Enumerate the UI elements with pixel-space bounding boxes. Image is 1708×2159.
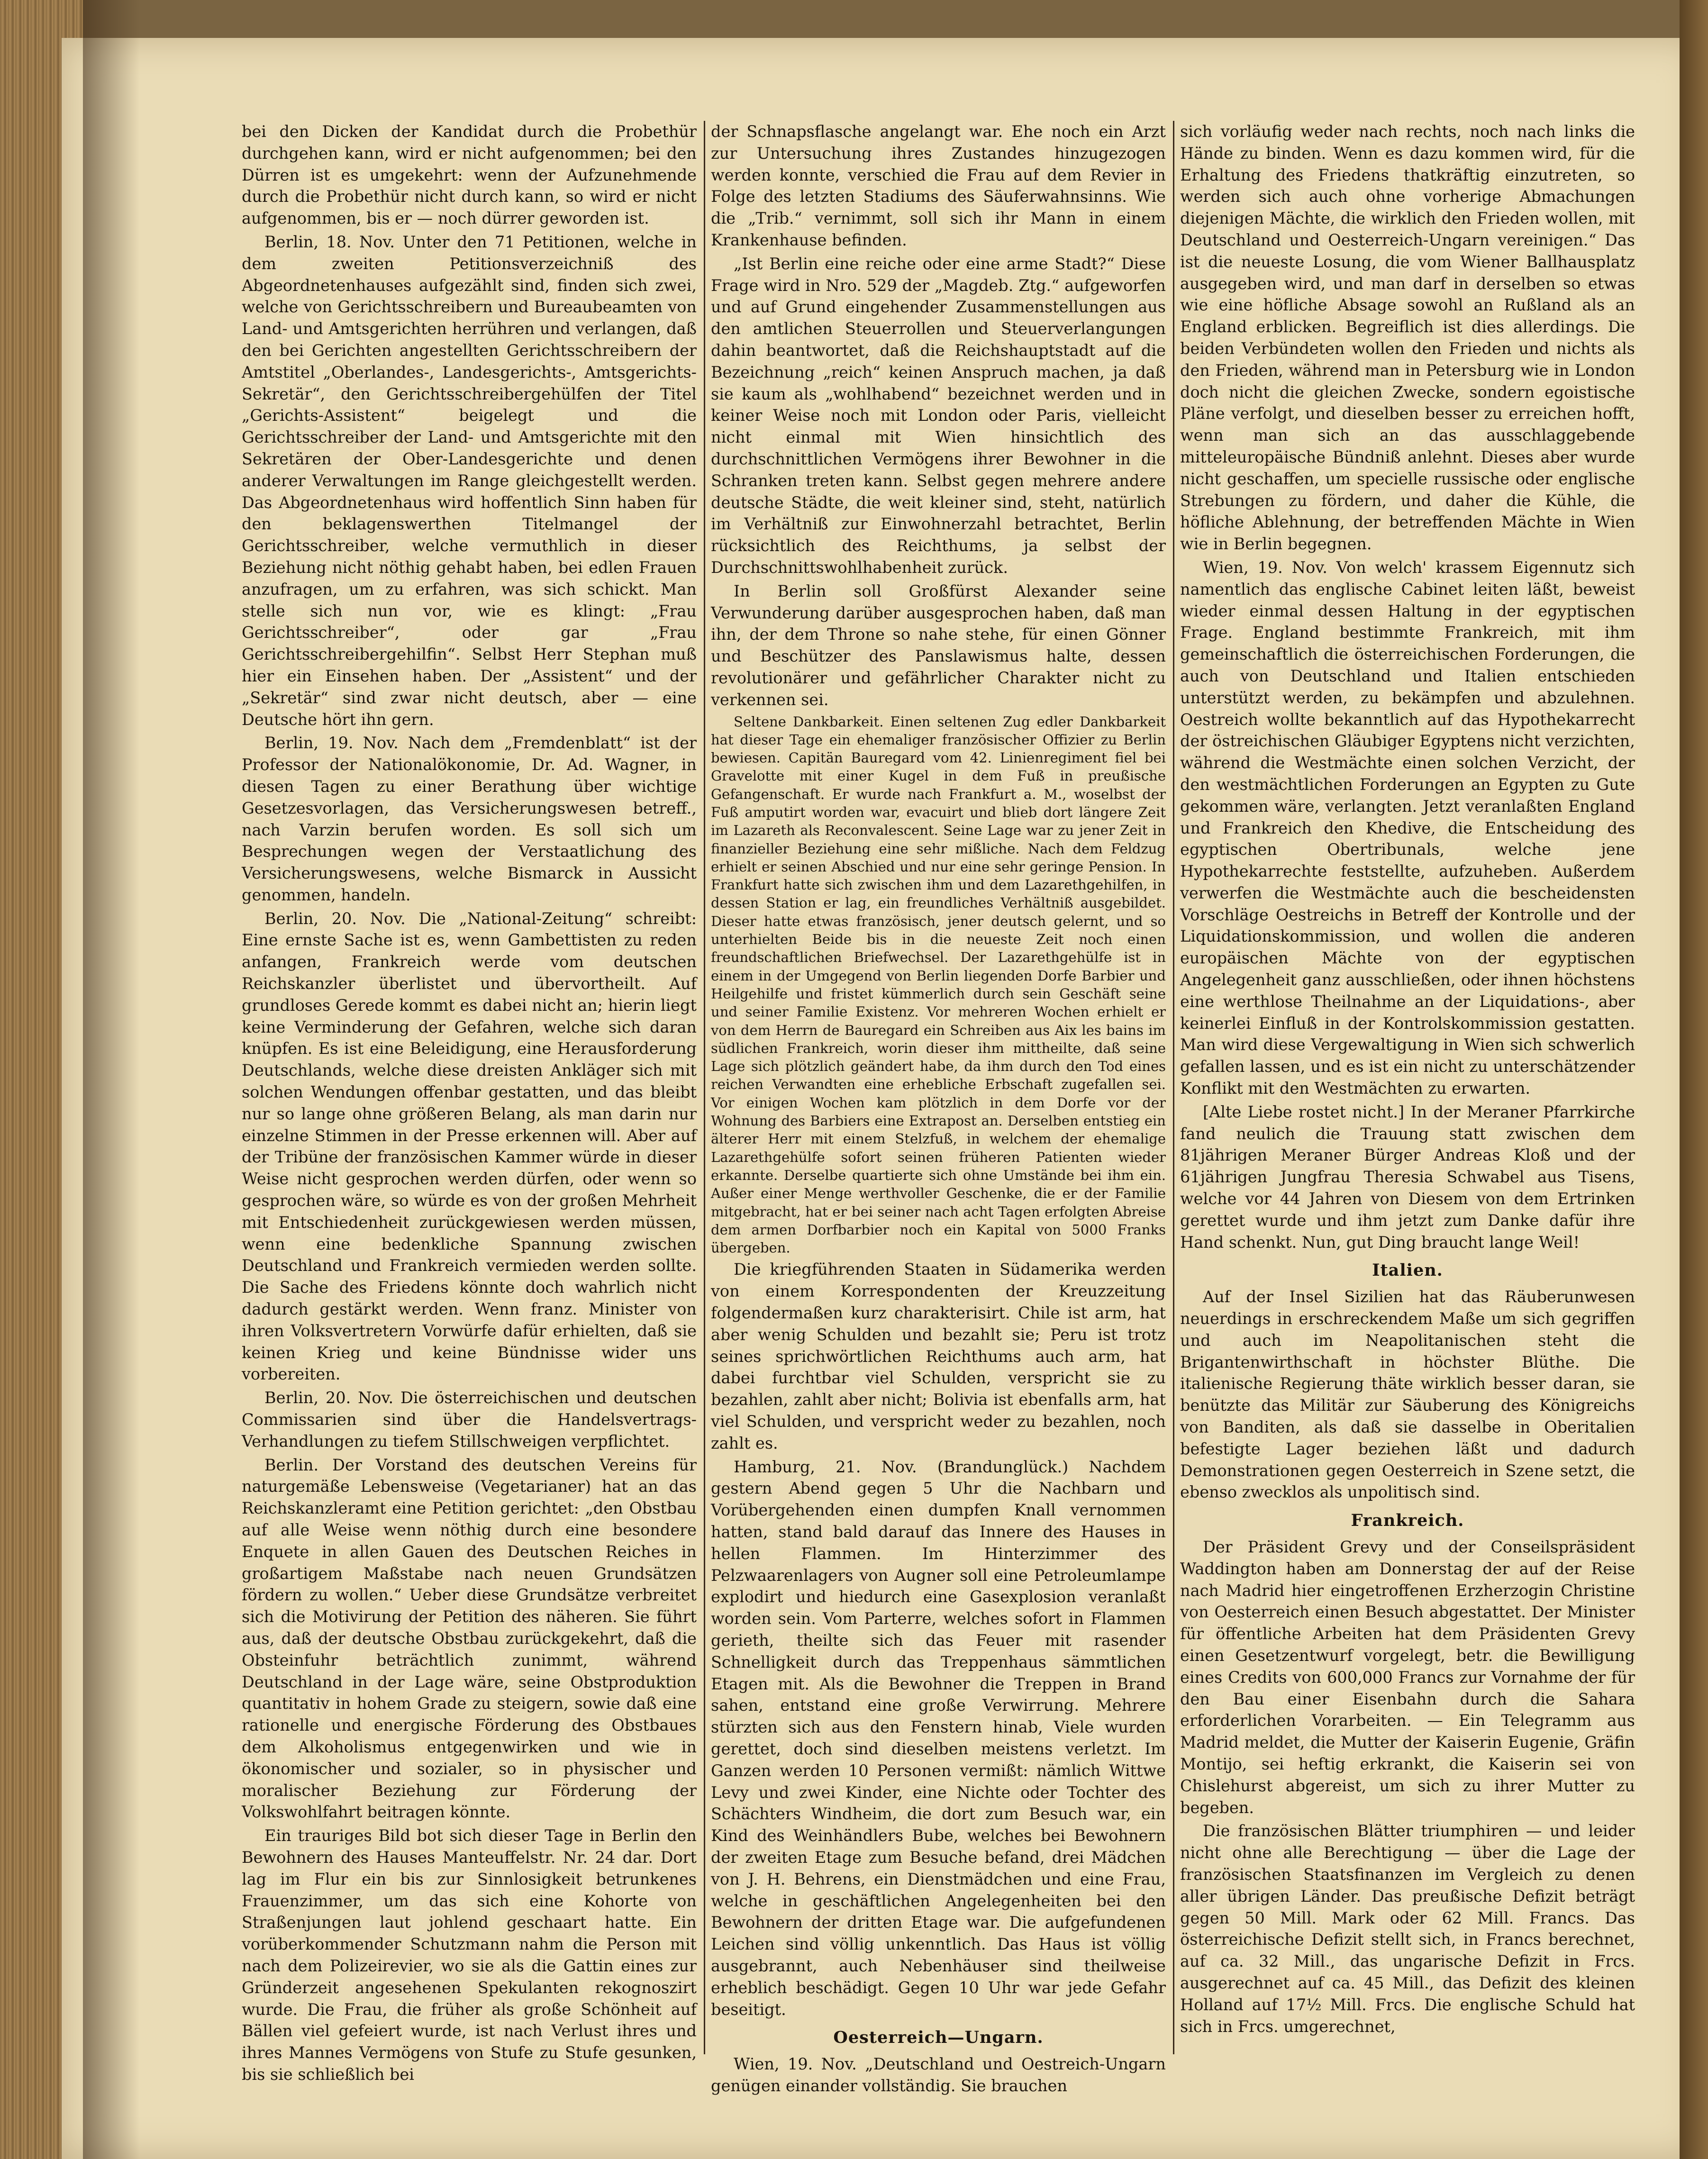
article-text: Berlin, 20. Nov. Die österreichischen und deutschen Commissarien sind über die Handelsvertrags-Verhandlungen zu tiefem Stillschweigen verpflichtet. [242, 1388, 697, 1451]
spine-shadow [83, 0, 140, 2159]
article-text: Berlin, 19. Nov. Nach dem „Fremdenblatt“ ist der Professor der Nationalökonomie, Dr. Ad. Wagner, in diesen Tagen zu einer Berathung über wichtige Gesetzesvorlagen, das Versicherungswesen betreff., nach Varzin berufen worden. Es soll sich um Besprechungen wegen der Verstaatlichung des Versicherungswesens, welche Bismarck in Aussicht genommen, handeln. [242, 734, 697, 904]
article-text: bei den Dicken der Kandidat durch die Probethür durchgehen kann, wird er nicht aufgenommen; bei den Dürren ist es umgekehrt: wenn der Aufzunehmende durch die Probethür nicht durch kann, so wird er nicht aufgenommen, bis er — noch dürrer geworden ist. [242, 122, 697, 228]
article-text: Auf der Insel Sizilien hat das Räuberunwesen neuerdings in erschreckendem Maße um sich gegriffen und auch im Neapolitanischen steht die Brigantenwirthschaft in höchster Blüthe. Die italienische Regierung thäte wirklich besser daran, sie benützte das Militär zur Säuberung des Königreichs von Banditen, als daß sie dasselbe in Oberitalien befestigte Lager beziehen läßt und dadurch Demonstrationen gegen Oesterreich in Szene setzt, die ebenso zwecklos als unpolitisch sind. [1180, 1288, 1635, 1502]
article-text: Der Präsident Grevy und der Conseilspräsident Waddington haben am Donnerstag der auf der Reise nach Madrid hier eingetroffenen Erzherzogin Christine von Oesterreich einen Besuch abgestattet. Der Minister für öffentliche Arbeiten hat dem Präsidenten Grevy einen Gesetzentwurf vorgelegt, betr. die Bewilligung eines Credits von 600,000 Francs zur Vornahme der für den Bau einer Eisenbahn durch die Sahara erforderlichen Vorarbeiten. — Ein Telegramm aus Madrid meldet, die Mutter der Kaiserin Eugenie, Gräfin Montijo, sei heftig erkrankt, die Kaiserin sei von Chislehurst abgereist, um sich zu ihrer Mutter zu begeben. [1180, 1538, 1635, 1817]
section-heading: Italien. [1372, 1261, 1443, 1280]
article-text: Die französischen Blätter triumphiren — und leider nicht ohne alle Berechtigung — über die Lage der französischen Staatsfinanzen im Vergleich zu denen aller übrigen Länder. Das preußische Defizit beträgt gegen 50 Mill. Mark oder 62 Mill. Francs. Das österreichische Defizit stellt sich, in Francs berechnet, auf ca. 32 Mill., das ungarische Defizit in Frcs. ausgerechnet auf ca. 45 Mill., das Defizit des kleinen Holland auf 17½ Mill. Frcs. Die englische Schuld hat sich in Frcs. umgerechnet, [1180, 1822, 1635, 2036]
article-text: Die kriegführenden Staaten in Südamerika werden von einem Korrespondenten der Kreuzzeitung folgendermaßen kurz charakterisirt. Chile ist arm, hat aber wenig Schulden und bezahlt sie; Peru ist trotz seines sprichwörtlichen Reichthums auch arm, hat dabei furchtbar viel Schulden, verspricht sie zu bezahlen, zahlt aber nicht; Bolivia ist ebenfalls arm, hat viel Schulden, und verspricht weder zu bezahlen, noch zahlt es. [711, 1260, 1166, 1452]
column-middle [711, 121, 1166, 2095]
article-text: sich vorläufig weder nach rechts, noch nach links die Hände zu binden. Wenn es dazu kommen wird, für die Erhaltung des Friedens thatkräftig einzutreten, so werden sich auch ohne vorherige Abmachungen diejenigen Mächte, die wirklich den Frieden wollen, mit Deutschland und Oesterreich-Ungarn vereinigen.“ Das ist die neueste Losung, die vom Wiener Ballhausplatz ausgegeben wird, und man darf in derselben so etwas wie eine höfliche Absage sowohl an Rußland als an England erblicken. Begreiflich ist dies allerdings. Die beiden Verbündeten wollen den Frieden und nichts als den Frieden, während man in Petersburg wie in London doch nicht die gleichen Zwecke, sondern egoistische Pläne verfolgt, und dieselben besser zu erreichen hofft, wenn man sich an das ausschlaggebende mitteleuropäische Bündniß anlehnt. Dieses aber wurde nicht geschaffen, um specielle russische oder englische Strebungen zu fördern, und daher die Kühle, die höfliche Ablehnung, der betreffenden Mächte in Wien wie in Berlin begegnen. [1180, 122, 1635, 553]
article-text: Ein trauriges Bild bot sich dieser Tage in Berlin den Bewohnern des Hauses Manteuffelstr. Nr. 24 dar. Dort lag im Flur ein bis zur Sinnlosigkeit betrunkenes Frauenzimmer, um das sich eine Kohorte von Straßenjungen laut johlend geschaart hatte. Ein vorüberkommender Schutzmann nahm die Person mit nach dem Polizeirevier, wo sie als die Gattin eines zur Gründerzeit angesehenen Spekulanten rekognoszirt wurde. Die Frau, die früher als große Schönheit auf Bällen viel gefeiert wurde, ist nach Verlust ihres und ihres Mannes Vermögens von Stufe zu Stufe gesunken, bis sie schließlich bei [242, 1826, 697, 2084]
column-left [242, 121, 697, 2084]
right-page-edge [1680, 0, 1708, 2159]
article-text: [Alte Liebe rostet nicht.] In der Meraner Pfarrkirche fand neulich die Trauung statt zwischen dem 81jährigen Meraner Bürger Andreas Kloß und der 61jährigen Jungfrau Theresia Schwabel aus Tisens, welche vor 44 Jahren von Diesem von dem Ertrinken gerettet wurde und ihm jetzt zum Danke dafür ihre Hand schenkt. Nun, gut Ding braucht lange Weil! [1180, 1102, 1635, 1252]
article-text: der Schnapsflasche angelangt war. Ehe noch ein Arzt zur Untersuchung ihres Zustandes hinzugezogen werden konnte, verschied die Frau auf dem Revier in Folge des letzten Stadiums des Säuferwahnsinns. Wie die „Trib.“ vernimmt, soll sich ihr Mann in einem Krankenhause befinden. [711, 122, 1166, 249]
section-heading: Oesterreich—Ungarn. [833, 2028, 1044, 2048]
column-right [1180, 121, 1635, 2054]
article-text-small: Seltene Dankbarkeit. Einen seltenen Zug edler Dankbarkeit hat dieser Tage ein ehemaliger französischer Offizier zu Berlin bewiesen. Capitän Bauregard vom 42. Linienregiment fiel bei Gravelotte mit einer Kugel in dem Fuß in preußische Gefangenschaft. Er wurde nach Frankfurt a. M., woselbst der Fuß amputirt worden war, evacuirt und blieb dort längere Zeit im Lazareth als Reconvalescent. Seine Lage war zu jener Zeit in finanzieller Beziehung eine sehr mißliche. Nach dem Feldzug erhielt er seinen Abschied und nur eine sehr geringe Pension. In Frankfurt hatte sich zwischen ihm und dem Lazarethgehilfen, in dessen Station er lag, ein freundliches Verhältniß ausgebildet. Dieser hatte etwas französisch, jener deutsch gelernt, und so unterhielten Beide bis in die neueste Zeit noch einen freundschaftlichen Briefwechsel. Der Lazarethgehülfe ist in einem in der Umgegend von Berlin liegenden Dorfe Barbier und Heilgehilfe und fristet kümmerlich durch sein Geschäft seine und seiner Familie Existenz. Vor mehreren Wochen erhielt er von dem Herrn de Bauregard ein Schreiben aus Aix les bains im südlichen Frankreich, worin dieser ihm mittheilte, daß seine Lage sich plötzlich geändert habe, da ihm durch den Tod eines reichen Verwandten eine erhebliche Erbschaft zugefallen sei. Vor einigen Wochen kam plötzlich in dem Dorfe vor der Wohnung des Barbiers eine Extrapost an. Derselben entstieg ein älterer Herr mit einem Stelzfuß, in welchem der ehemalige Lazarethgehülfe sofort seinen früheren Patienten wieder erkannte. Derselbe quartierte sich ohne Umstände bei ihm ein. Außer einer Menge werthvoller Geschenke, die er der Familie mitgebracht, hat er bei seiner nach acht Tagen erfolgten Abreise dem armen Dorfbarbier noch ein Kapital von 5000 Franks übergeben. [711, 713, 1166, 1256]
section-heading: Frankreich. [1351, 1511, 1464, 1531]
article-text: Wien, 19. Nov. „Deutschland und Oestreich-Ungarn genügen einander vollständig. Sie brauchen [711, 2055, 1166, 2095]
article-text: Berlin. Der Vorstand des deutschen Vereins für naturgemäße Lebensweise (Vegetarianer) hat an das Reichskanzleramt eine Petition gerichtet: „den Obstbau auf alle Weise wenn nöthig durch eine besondere Enquete in allen Gauen des Deutschen Reiches in großartigem Maßstabe nach neuen Grundsätzen fördern zu wollen.“ Ueber diese Grundsätze verbreitet sich die Motivirung der Petition des näheren. Sie führt aus, daß der deutsche Obstbau zurückgekehrt, daß die Obsteinfuhr beträchtlich zunimmt, während Deutschland in der Lage wäre, seine Obstproduktion quantitativ in hohem Grade zu steigern, sowie daß eine rationelle und energische Förderung des Obstbaues dem Alkoholismus entgegenwirken und wie in ökonomischer und sozialer, so in physischer und moralischer Beziehung zur Förderung der Volkswohlfahrt beitragen könnte. [242, 1455, 697, 1822]
article-text: In Berlin soll Großfürst Alexander seine Verwunderung darüber ausgesprochen haben, daß man ihn, der dem Throne so nahe stehe, für einen Gönner und Beschützer des Panslawismus halte, dessen revolutionärer und gefährlicher Charakter nicht zu verkennen sei. [711, 581, 1166, 709]
article-text: Wien, 19. Nov. Von welch' krassem Eigennutz sich namentlich das englische Cabinet leiten läßt, beweist wieder einmal dessen Haltung in der egyptischen Frage. England bestimmte Frankreich, mit ihm gemeinschaftlich die österreichischen Forderungen, die auch von Deutschland und Italien entschieden unterstützt werden, zu bekämpfen und abzulehnen. Oestreich wollte bekanntlich auf das Hypothekarrecht der östreichischen Gläubiger Egyptens nicht verzichten, während die Westmächte einen solchen Verzicht, der den westmächtlichen Forderungen an Egypten zu Gute gekommen wäre, verlangten. Jetzt veranlaßten England und Frankreich den Khedive, die Entscheidung des egyptischen Obertribunals, welche jene Hypothekarrechte feststellte, aufzuheben. Außerdem verwerfen die Westmächte auch die bescheidensten Vorschläge Oestreichs in Betreff der Kontrolle und der Liquidationskommission, und wollen die anderen europäischen Mächte von der egyptischen Angelegenheit ganz ausschließen, oder ihnen höchstens eine werthlose Theilnahme an der Liquidations-, aber keinerlei Einfluß in der Kontrolskommission gestatten. Man wird diese Vergewaltigung in Wien sich schwerlich gefallen lassen, und es ist ein nicht zu unterschätzender Konflikt mit den Westmächten zu erwarten. [1180, 558, 1635, 1098]
article-text: Berlin, 18. Nov. Unter den 71 Petitionen, welche in dem zweiten Petitionsverzeichniß des Abgeordnetenhauses aufgezählt sind, finden sich zwei, welche von Gerichtsschreibern und Bureaubeamten von Land- und Amtsgerichten herrühren und verlangen, daß den bei Gerichten angestellten Gerichtsschreibern der Amtstitel „Oberlandes-, Landesgerichts-, Amtsgerichts-Sekretär“, den Gerichtsschreibergehülfen der Titel „Gerichts-Assistent“ beigelegt und die Gerichtsschreiber der Land- und Amtsgerichte mit den Sekretären der Ober-Landesgerichte und denen anderer Verwaltungen im Range gleichgestellt werden. Das Abgeordnetenhaus wird hoffentlich Sinn haben für den beklagenswerthen Titelmangel der Gerichtsschreiber, welche vermuthlich in dieser Beziehung nicht nöthig gehabt haben, bei edlen Frauen anzufragen, um zu erfahren, was sich schickt. Man stelle sich nun vor, wie es klingt: „Frau Gerichtsschreiber“, oder gar „Frau Gerichtsschreibergehilfin“. Selbst Herr Stephan muß hier ein Einsehen haben. Der „Assistent“ und der „Sekretär“ sind zwar nicht deutsch, aber — eine Deutsche hört ihn gern. [242, 232, 697, 729]
article-text: „Ist Berlin eine reiche oder eine arme Stadt?“ Diese Frage wird in Nro. 529 der „Magdeb. Ztg.“ aufgeworfen und auf Grund eingehender Zusammenstellungen aus den amtlichen Steuerrollen und Steuerverlangungen dahin beantwortet, daß die Reichshauptstadt auf die Bezeichnung „reich“ keinen Anspruch machen, ja daß sie kaum als „wohlhabend“ bezeichnet werden und in keiner Weise noch mit London oder Paris, vielleicht nicht einmal mit Wien hinsichtlich des durchschnittlichen Vermögens ihrer Bewohner in die Schranken treten kann. Selbst gegen mehrere andere deutsche Städte, die weit kleiner sind, steht, natürlich im Verhältniß zur Einwohnerzahl betrachtet, Berlin rücksichtlich des Reichthums, ja selbst der Durchschnittswohlhabenheit zurück. [711, 254, 1166, 577]
text-columns [242, 121, 1640, 2095]
column-divider [704, 121, 705, 2054]
article-text: Berlin, 20. Nov. Die „National-Zeitung“ schreibt: Eine ernste Sache ist es, wenn Gambettisten zu reden anfangen, Frankreich werde vom deutschen Reichskanzler überlistet und übervortheilt. Auf grundloses Gerede kommt es dabei nicht an; hierin liegt keine Verminderung der Gefahren, welche sich daran knüpfen. Es ist eine Beleidigung, eine Herausforderung Deutschlands, welche diese dreisten Ankläger sich mit solchen Wendungen offenbar gestatten, und das bleibt nur so lange ohne größeren Belang, als man darin nur einzelne Stimmen in der Presse erkennen will. Aber auf der Tribüne der französischen Kammer würde in dieser Weise nicht gesprochen werden dürfen, oder wenn so gesprochen wäre, so würde es von der großen Mehrheit mit Entschiedenheit zurückgewiesen werden müssen, wenn eine bedenkliche Spannung zwischen Deutschland und Frankreich vermieden werden sollte. Die Sache des Friedens könnte doch wahrlich nicht dadurch gestärkt werden. Wenn franz. Minister von ihren Volksvertretern Vorwürfe dafür erhielten, daß sie keinen Krieg und keine Bündnisse wider uns vorbereiten. [242, 909, 697, 1384]
article-text: Hamburg, 21. Nov. (Brandunglück.) Nachdem gestern Abend gegen 5 Uhr die Nachbarn und Vorübergehenden einen dumpfen Knall vernommen hatten, stand bald darauf das Innere des Hauses in hellen Flammen. Im Hinterzimmer des Pelzwaarenlagers von Augner soll eine Petroleumlampe explodirt und hiedurch eine Gasexplosion veranlaßt worden sein. Vom Parterre, welches sofort in Flammen gerieth, theilte sich das Feuer mit rasender Schnelligkeit durch das Treppenhaus sämmtlichen Etagen mit. Als die Bewohner die Treppen in Brand sahen, entstand eine große Verwirrung. Mehrere stürzten sich aus den Fenstern hinab, Viele wurden gerettet, doch sind dieselben meistens verletzt. Im Ganzen werden 10 Personen vermißt: nämlich Wittwe Levy und zwei Kinder, eine Nichte oder Tochter des Schächters Windheim, die dort zum Besuch war, ein Kind des Weinhändlers Bube, welches bei Bewohnern der zweiten Etage zum Besuche befand, drei Mädchen von J. H. Behrens, ein Dienstmädchen und eine Frau, welche in geschäftlichen Angelegenheiten bei den Bewohnern der dritten Etage war. Die aufgefundenen Leichen sind völlig unkenntlich. Das Haus ist völlig ausgebrannt, auch Nebenhäuser sind theilweise erheblich beschädigt. Gegen 10 Uhr war jede Gefahr beseitigt. [711, 1457, 1166, 2019]
column-divider [1173, 121, 1174, 2054]
